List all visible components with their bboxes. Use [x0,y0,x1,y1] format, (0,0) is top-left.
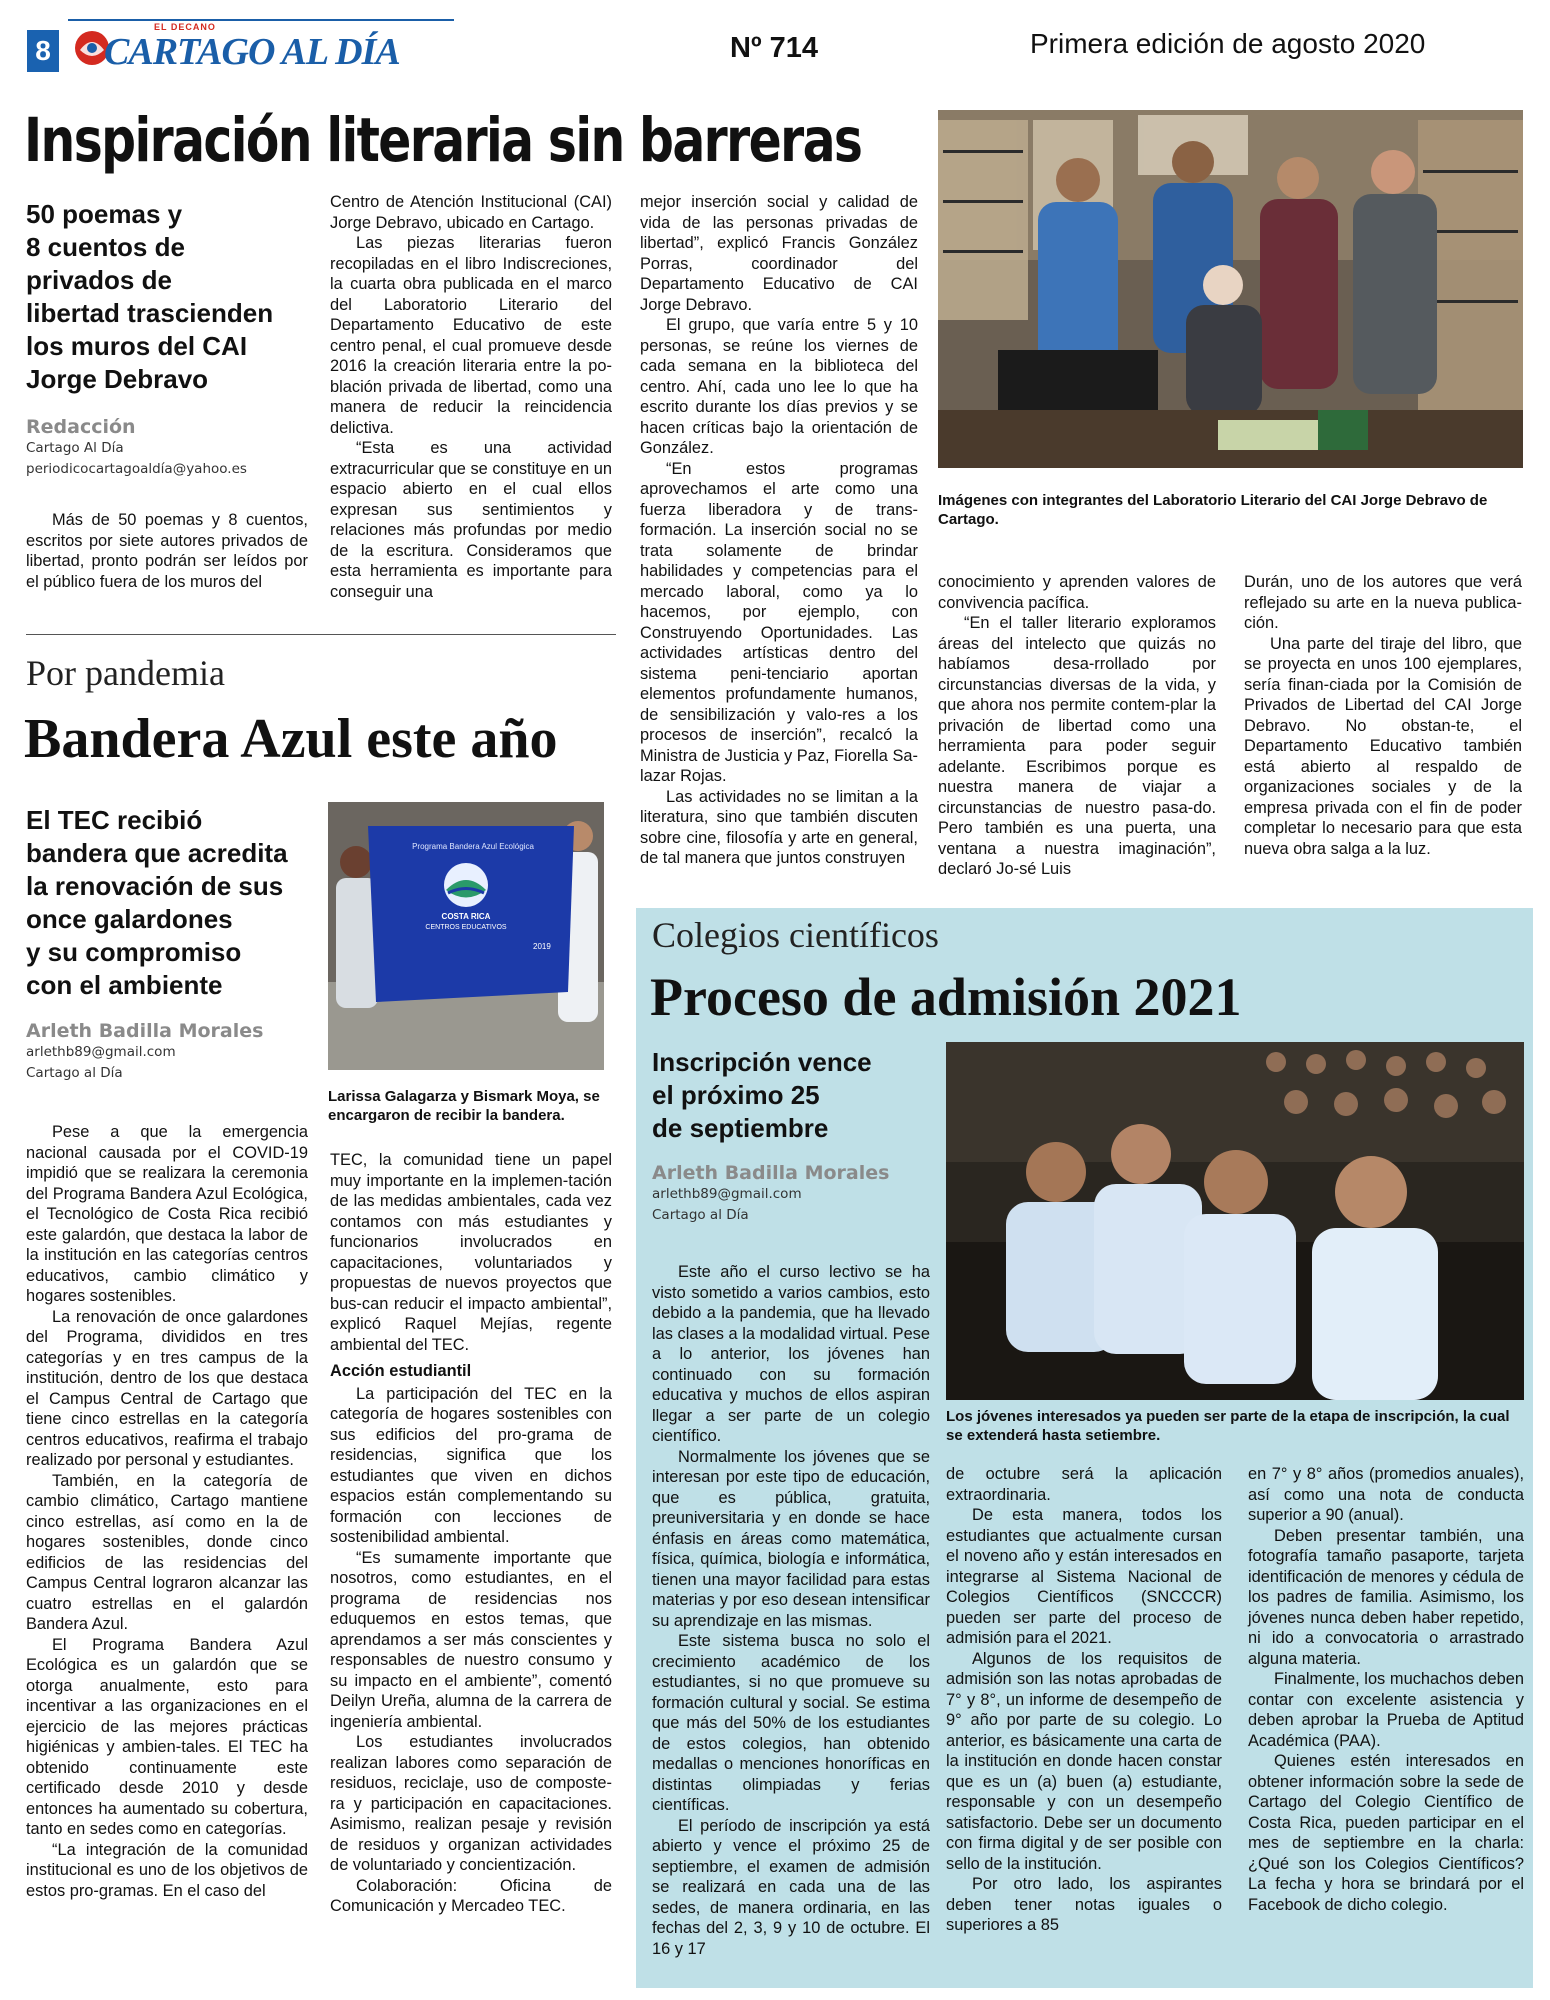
deck-line: la renovación de sus [26,871,284,901]
logo-small-text: EL DECANO [154,22,216,32]
article3-col3 [1248,1464,1524,1915]
flag-year-text: 2019 [533,942,551,951]
paragraph: Centro de Atención Institucional (CAI) Jorge Debravo, ubicado en Cartago. [330,193,612,232]
deck-line: privados de [26,265,172,295]
edition-date: Primera edición de agosto 2020 [1030,28,1426,59]
paragraph: en 7° y 8° años (promedios anuales), así como una nota de conducta superior a 90 (anual). [1248,1465,1524,1524]
byline-org: Cartago al Día [652,1207,749,1223]
paragraph: Las actividades no se limitan a la literatura, sino que también discuten sobre cine, filosofía y arte en general, de tal manera que juntos construyen [640,787,918,867]
paragraph: La participación del TEC en la categoría de hogares sostenibles con sus edificios del pro-grama de residencias, significa que los estudiantes que viven en dichos espacios están complementando su formación con lecciones de sostenibilidad ambiental. [330,1384,612,1546]
article3-kicker: Colegios científicos [652,915,939,955]
deck-line: el próximo 25 [652,1080,820,1110]
flag-country-text: COSTA RICA [441,912,491,921]
paragraph: Finalmente, los muchachos deben contar con excelente asistencia y deben aprobar la Prueba de Aptitud Académica (PAA). [1248,1670,1524,1750]
paragraph: “Esta es una actividad extracurricular que se constituye en un espacio abierto en el cual ellos expresan sus sentimientos y relaciones más profundas por medio de la escritura. Consideramos que esta herramienta es importante para conseguir una [330,439,612,601]
subheading: Acción estudiantil [330,1362,472,1380]
deck-line: 8 cuentos de [26,232,185,262]
article3-caption: Los jóvenes interesados ya pueden ser parte de la etapa de inscripción, la cual se extenderá hasta setiembre. [946,1408,1510,1444]
article2-col1 [26,1122,308,1901]
paragraph: TEC, la comunidad tiene un papel muy importante en la implemen-tación de las medidas ambientales, cada vez contamos con más estudiantes y funcionarios involucrados en capacitaciones, voluntariados y propuestas de nuevos proyectos que bus-can reducir el impacto ambiental”, explicó Raquel Mejías, regente ambiental del TEC. [330,1151,612,1354]
article3-headline: Proceso de admisión 2021 [650,967,1242,1027]
byline-org: Cartago al Día [26,1065,123,1081]
article1-col2 [330,192,612,602]
article3-deck [652,1046,912,1145]
paragraph: Por otro lado, los aspirantes deben tener notas iguales o superiores a 85 [946,1875,1222,1934]
paragraph: El período de inscripción ya está abierto y vence el próximo 25 de septiembre, el examen de admisión se realizará en cada una de las sedes, de manera ordinaria, en las fechas del 2, 3, 9 y 10 de octubre. El 16 y 17 [652,1816,930,1958]
page-number: 8 [35,35,51,66]
article2-deck [26,804,326,1002]
article3-photo [946,1042,1524,1400]
deck-line: 50 poemas y [26,199,183,229]
paragraph: Algunos de los requisitos de admisión son las notas aprobadas de 7° y 8°, un informe de desempeño de 9° año por parte de su colegio. Lo anterior, es básicamente una carta de la institución en donde hacen constar que es un (a) buen (a) estudiante, responsable y con un desempeño satisfactorio. Debe ser un documento con firma digital y de ser posible con sello de la institución. [946,1649,1222,1873]
paragraph: De esta manera, todos los estudiantes que actualmente cursan el noveno año y están interesados en integrarse al Sistema Nacional de Colegios Científicos (SNCCCR) pueden ser parte del proceso de admisión para el 2021. [946,1506,1222,1647]
paragraph: “Es sumamente importante que nosotros, como estudiantes, en el programa de residencias nos eduquemos en estos temas, que aprendamos a ser más conscientes y responsables de nuestro consumo y su impacto en el ambiente”, comentó Deilyn Ureña, alumna de la carrera de ingeniería ambiental. [330,1548,612,1731]
deck-line: con el ambiente [26,970,223,1000]
article2-kicker: Por pandemia [26,653,225,693]
paragraph: “En el taller literario exploramos áreas del intelecto que quizás no habíamos desa-rrollado por circunstancias diversas de la vida, y que ahora nos permite contem-plar la privación de libertad como una herramienta para poder seguir adelante. Escribimos porque es nuestra manera de viajar a circunstancias de nuestro pasa-do. Pero también es una puerta, una ventana a nuestra imaginación”, declaró Jo-sé Luis [938,614,1216,878]
deck-line: Jorge Debravo [26,364,209,394]
deck-line: de septiembre [652,1113,829,1143]
article1-photo [938,110,1523,468]
article1-byline [26,416,316,480]
deck-line: los muros del CAI [26,331,248,361]
paragraph: Más de 50 poemas y 8 cuentos, escritos por siete autores privados de libertad, pronto podrán ser leídos por el público fuera de los muros del [26,511,308,591]
library-group-photo-icon [938,110,1523,468]
article3-col2 [946,1464,1222,1936]
article1-col5 [1244,572,1522,859]
paragraph: Quienes estén interesados en obtener información sobre la sede de Cartago del Colegio Científico de Costa Rica, pueden participar en el mes de septiembre en la charla: ¿Qué son los Colegios Científicos? La fecha y hora se brindará por el Facebook de dicho colegio. [1248,1752,1524,1914]
article2-photo [328,802,604,1070]
paragraph: Una parte del tiraje del libro, que se proyecta en unos 100 ejemplares, sería finan-ciada por la Comisión de Privados de Libertad del CAI Jorge Debravo. No obstan-te, el Departamento Educativo también está abierto al respaldo de organizaciones sociales y de la empresa privada con el fin de poder completar lo necesario para que esta nueva obra salga a la luz. [1244,634,1522,858]
article1-headline: Inspiración literaria sin barreras [24,105,862,176]
deck-line: y su compromiso [26,937,242,967]
blue-flag-emblem-icon [436,860,496,910]
deck-line: libertad trascienden [26,298,274,328]
article2-headline: Bandera Azul este año [24,708,558,770]
paragraph: Este sistema busca no solo el crecimiento académico de los estudiantes, si no que promueve su formación cultural y social. Se estima que más del 50% de los estudiantes de estos colegios, han obtenido medallas o menciones honoríficas en distintas olimpiadas y ferias científicas. [652,1632,930,1814]
article2-caption: Larissa Galagarza y Bismark Moya, se encargaron de recibir la bandera. [328,1088,600,1124]
byline-name: Arleth Badilla Morales [26,1020,264,1042]
article3-byline [652,1162,912,1226]
paragraph: Normalmente los jóvenes que se interesan por este tipo de educación, que es pública, gratuita, preuniversitaria y en donde se hace énfasis en áreas como matemática, física, química, biología e informática, tienen una mayor facilidad para estas materias y por eso desean intensificar su aprendizaje en las mismas. [652,1447,930,1630]
deck-line: Inscripción vence [652,1047,872,1077]
issue-number: Nº 714 [730,32,818,64]
paragraph: El Programa Bandera Azul Ecológica es un galardón que se otorga anualmente, esto para incentivar a las organizaciones en el ejercicio de las mejores prácticas higiénicas y ambien-tales. El TEC ha obtenido continuamente este certificado desde 2010 y desde entonces ha aumentado su cobertura, tanto en sedes como en categorías. [26,1635,308,1838]
article2-byline [26,1020,326,1084]
byline-email: periodicocartagoaldía@yahoo.es [26,461,247,477]
flag-program-text: Programa Bandera Azul Ecológica [412,842,534,851]
flag-category-text: CENTROS EDUCATIVOS [425,924,507,931]
article1-col3 [640,192,918,869]
header-rule [68,19,454,21]
paragraph: La renovación de once galardones del Programa, divididos en tres categorías y en tres campus de la institución, dentro de los que destaca el Campus Central de Cartago que tiene cinco estrellas en la categoría centros educativos, reafirma el trabajo realizado por personal y estudiantes. [26,1307,308,1469]
section-divider [26,634,616,635]
page-number-box [27,30,59,72]
byline-name: Arleth Badilla Morales [652,1162,890,1184]
students-auditorium-photo-icon [946,1042,1524,1400]
byline-name: Redacción [26,416,136,438]
paragraph: “En estos programas aprovechamos el arte como una fuerza liberadora y de trans-formación. La inserción social no se trata solamente de brindar habilidades y competencias para el mercado laboral, como ya lo hacemos, por ejemplo, con Construyendo Oportunidades. Las actividades artísticas dentro del sistema peni-tenciario aportan elementos profundamente humanos, de sensibilización y valo-res a los procesos de inserción”, recalcó la Ministra de Justicia y Paz, Fiorella Sa-lazar Rojas. [640,459,918,785]
paragraph: También, en la categoría de cambio climático, Cartago mantiene cinco estrellas, así como en la de hogares sostenibles, donde cinco edificios de las residencias del Campus Central lograron alcanzar las cuatro estrellas en el galardón Bandera Azul. [26,1471,308,1633]
byline-org: Cartago Al Día [26,440,124,456]
article1-deck [26,198,326,396]
article1-col4 [938,572,1216,880]
paragraph: Deben presentar también, una fotografía tamaño pasaporte, tarjeta identificación de menores y cédula de los padres de familia. Asimismo, los jóvenes nunca deben haber repetido, ni ido a convocatoria o arrastrado alguna materia. [1248,1526,1524,1668]
paragraph: Durán, uno de los autores que verá reflejado su arte en la nueva publica-ción. [1244,573,1522,632]
article3-col1 [652,1262,930,1959]
paragraph: El grupo, que varía entre 5 y 10 personas, se reúne los viernes de cada semana en la biblioteca del centro. Ahí, cada uno lee lo que ha escrito durante los días previos y se hacen críticas bajo la orientación de González. [640,316,918,457]
paragraph: Los estudiantes involucrados realizan labores como separación de residuos, reciclaje, uso de composte-ra y participación en capacitaciones. Asimismo, realizan pesaje y revisión de residuos y organizan actividades de voluntariado y concientización. [330,1733,612,1874]
article2-col2 [330,1150,612,1917]
paragraph: conocimiento y aprenden valores de convivencia pacífica. [938,573,1216,612]
deck-line: once galardones [26,904,233,934]
byline-email: arlethb89@gmail.com [652,1186,802,1202]
deck-line: El TEC recibió [26,805,203,835]
paragraph: “La integración de la comunidad institucional es uno de los objetivos de estos pro-gramas. En el caso del [26,1840,308,1900]
paragraph: Colaboración: Oficina de Comunicación y Mercadeo TEC. [330,1876,612,1915]
paragraph: Este año el curso lectivo se ha visto sometido a varios cambios, esto debido a la pandemia, que ha llevado las clases a la modalidad virtual. Pese a lo anterior, los jóvenes han continuado con su formación educativa y muchos de ellos aspiran llegar a ser parte de un colegio científico. [652,1263,930,1445]
paragraph: Pese a que la emergencia nacional causada por el COVID-19 impidió que se realizara la ceremonia del Programa Bandera Azul Ecológica, el Tecnológico de Costa Rica recibió este galardón, que destaca la labor de la institución en las categorías centros educativos, cambio climático y hogares sostenibles. [26,1123,308,1305]
byline-email: arlethb89@gmail.com [26,1044,176,1060]
logo-main-text: CARTAGO AL DÍA [104,31,400,73]
paragraph: de octubre será la aplicación extraordinaria. [946,1465,1222,1504]
article1-caption: Imágenes con integrantes del Laboratorio Literario del CAI Jorge Debravo de Cartago. [938,492,1488,528]
deck-line: bandera que acredita [26,838,288,868]
article1-col1 [26,510,308,592]
masthead-logo [68,22,400,74]
paragraph: mejor inserción social y calidad de vida de las personas privadas de libertad”, explicó Francis González Porras, coordinador del Departamento Educativo de CAI Jorge Debravo. [640,193,918,314]
paragraph: Las piezas literarias fueron recopiladas en el libro Indiscreciones, la cuarta obra publicada en el marco del Laboratorio Literario del Departamento Educativo de este centro penal, el cual promueve desde 2016 la creación literaria entre la po-blación privada de libertad, como una manera de reducir la reincidencia delictiva. [330,234,612,437]
